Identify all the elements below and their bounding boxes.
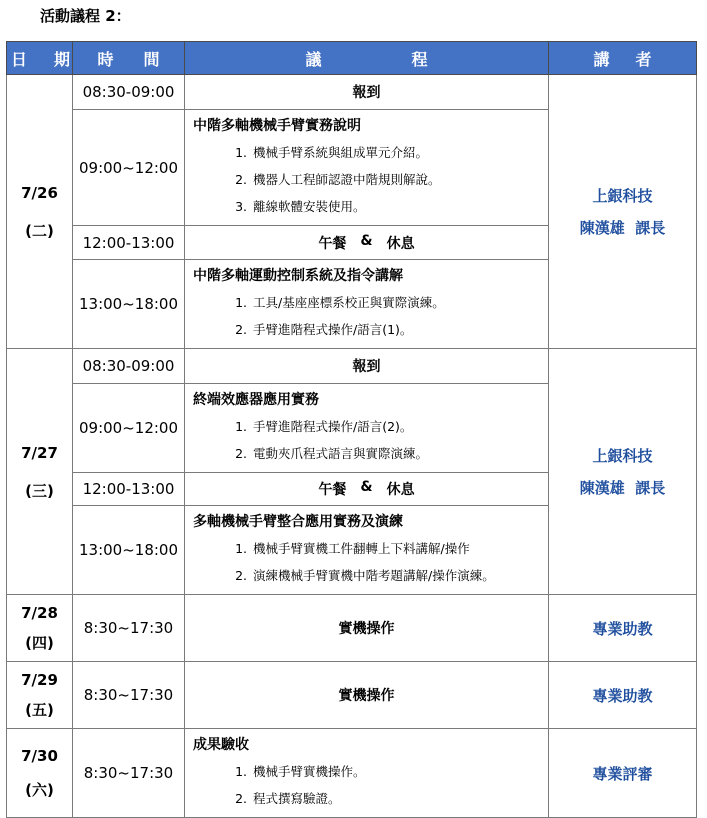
list-item: 2. 機器人工程師認證中階規則解說。	[251, 166, 540, 193]
table-row	[7, 662, 697, 729]
agenda-table	[6, 41, 697, 818]
day4-weekday: (五)	[25, 701, 54, 719]
header-date-char-2: 期	[53, 49, 70, 69]
day4-speaker: 專業助教	[549, 662, 697, 729]
day5-title: 成果驗收	[193, 737, 249, 753]
day1-s3-text-a: 午餐	[318, 235, 347, 252]
day3-time: 8:30~17:30	[73, 595, 185, 662]
day2-date: 7/27	[21, 443, 58, 462]
table-row	[7, 75, 697, 110]
day1-s1-time: 08:30-09:00	[73, 75, 185, 110]
day1-s4-time: 13:00~18:00	[73, 260, 185, 349]
day1-s3-text-c: 休息	[386, 235, 415, 252]
header-agenda-char-2: 程	[411, 49, 428, 69]
day1-weekday: (二)	[25, 221, 54, 240]
header-agenda	[185, 42, 549, 75]
day2-speaker-cell	[549, 349, 697, 595]
table-row	[7, 595, 697, 662]
day5-date: 7/30	[21, 747, 58, 765]
day1-speaker-name: 陳漢雄 課長	[579, 218, 666, 237]
list-item: 3. 離線軟體安裝使用。	[251, 193, 540, 220]
day2-s2-title: 終端效應器應用實務	[193, 392, 319, 408]
day2-weekday: (三)	[25, 481, 54, 500]
day5-time: 8:30~17:30	[73, 729, 185, 818]
list-item: 2. 電動夾爪程式語言與實際演練。	[251, 440, 540, 467]
header-speaker-char-2: 者	[635, 49, 652, 69]
day1-s3-text-b: &	[360, 232, 373, 249]
day4-time: 8:30~17:30	[73, 662, 185, 729]
day4-text: 實機操作	[185, 662, 549, 729]
day5-content	[185, 729, 549, 818]
day4-date: 7/29	[21, 671, 58, 689]
day1-s2-content	[185, 110, 549, 226]
day2-s3-text-b: &	[360, 479, 373, 495]
day2-s1-text: 報到	[185, 349, 549, 384]
header-speaker-char-1: 講	[593, 49, 610, 69]
day1-s3-time: 12:00-13:00	[73, 226, 185, 260]
day1-date: 7/26	[21, 183, 58, 202]
day2-s4-time: 13:00~18:00	[73, 506, 185, 595]
list-item: 1. 手臂進階程式操作/語言(2)。	[251, 413, 540, 440]
day2-s2-time: 09:00~12:00	[73, 384, 185, 473]
list-item: 1. 機械手臂實機操作。	[251, 758, 540, 785]
header-agenda-char-1: 議	[305, 49, 322, 69]
list-item: 1. 工具/基座座標系校正與實際演練。	[251, 289, 540, 316]
list-item: 1. 機械手臂系統與組成單元介紹。	[251, 139, 540, 166]
day1-s2-time: 09:00~12:00	[73, 110, 185, 226]
day4-date-cell	[7, 662, 73, 729]
header-time-char-2: 間	[143, 49, 160, 69]
day3-speaker: 專業助教	[549, 595, 697, 662]
day2-date-cell	[7, 349, 73, 595]
list-item: 2. 程式撰寫驗證。	[251, 785, 540, 812]
day2-s1-time: 08:30-09:00	[73, 349, 185, 384]
header-row	[7, 42, 697, 75]
day2-s3-text-a: 午餐	[318, 482, 347, 498]
day3-weekday: (四)	[25, 634, 54, 652]
header-speaker	[549, 42, 697, 75]
day1-s3-text	[185, 226, 549, 260]
day2-s3-text-c: 休息	[386, 482, 415, 498]
day1-s4-title: 中階多軸運動控制系統及指令講解	[193, 268, 403, 284]
list-item: 2. 手臂進階程式操作/語言(1)。	[251, 316, 540, 343]
day1-s4-content	[185, 260, 549, 349]
day2-s4-content	[185, 506, 549, 595]
header-time-char-1: 時	[97, 49, 114, 69]
header-date-char-1: 日	[11, 49, 28, 69]
day2-s3-text	[185, 473, 549, 506]
day1-speaker-company: 上銀科技	[592, 186, 653, 205]
day5-speaker: 專業評審	[549, 729, 697, 818]
page-heading: 活動議程 2：	[40, 7, 131, 25]
day1-speaker-cell	[549, 75, 697, 349]
day1-date-cell	[7, 75, 73, 349]
day2-speaker-name: 陳漢雄 課長	[579, 478, 666, 497]
day5-weekday: (六)	[25, 781, 54, 799]
list-item: 2. 演練機械手臂實機中階考題講解/操作演練。	[251, 562, 540, 589]
list-item: 1. 機械手臂實機工件翻轉上下料講解/操作	[251, 535, 540, 562]
day3-date-cell	[7, 595, 73, 662]
day2-s3-time: 12:00-13:00	[73, 473, 185, 506]
day3-text: 實機操作	[185, 595, 549, 662]
header-date	[7, 42, 73, 75]
day3-date: 7/28	[21, 604, 58, 622]
day2-s2-content	[185, 384, 549, 473]
day2-s4-title: 多軸機械手臂整合應用實務及演練	[193, 514, 403, 530]
table-row	[7, 349, 697, 384]
table-row	[7, 729, 697, 818]
day5-date-cell	[7, 729, 73, 818]
header-time	[73, 42, 185, 75]
day2-speaker-company: 上銀科技	[592, 446, 653, 465]
day1-s1-text: 報到	[185, 75, 549, 110]
day1-s2-title: 中階多軸機械手臂實務說明	[193, 118, 361, 134]
